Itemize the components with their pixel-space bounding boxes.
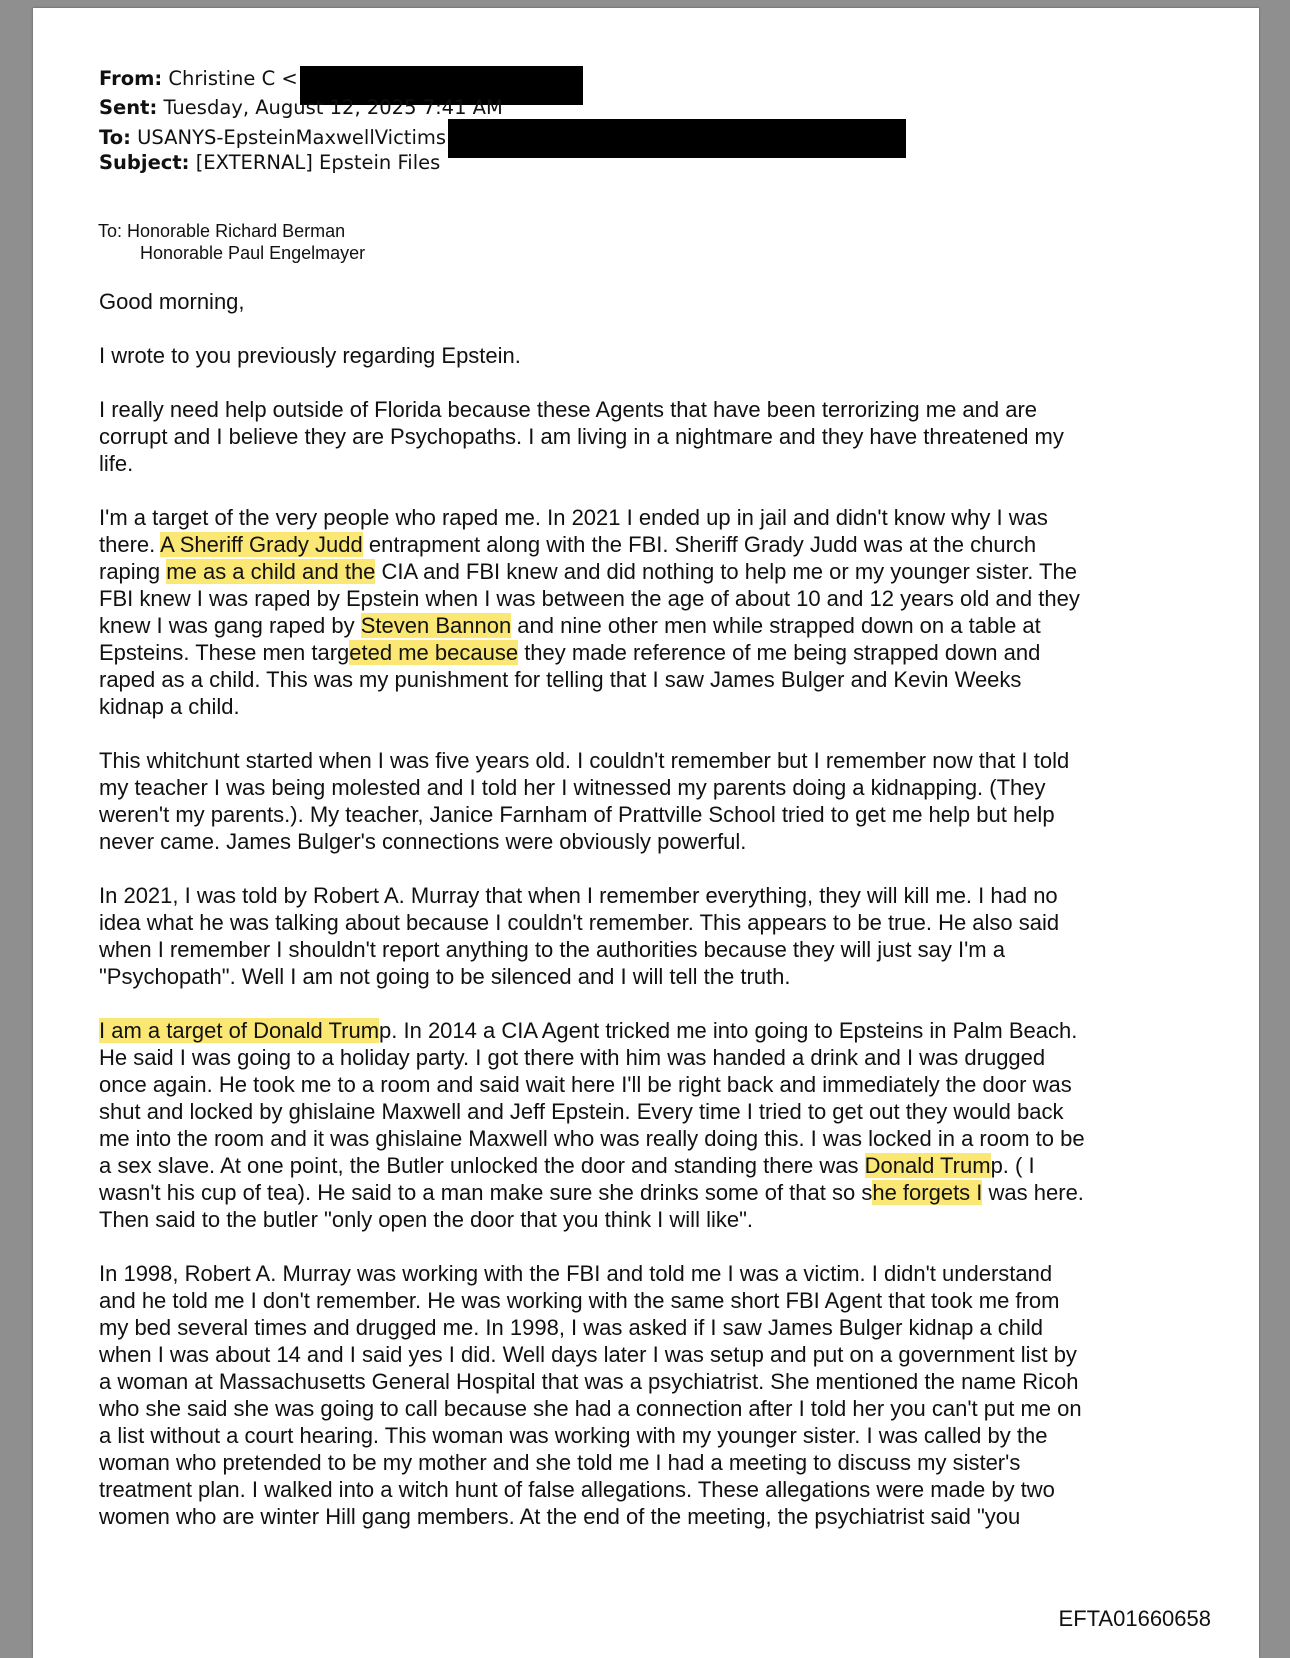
text-line (99, 612, 1229, 639)
text-line: raped as a child. This was my punishment for telling that I saw James Bulger and Kevin Weeks (99, 667, 1022, 692)
paragraph: I wrote to you previously regarding Epstein. (99, 343, 521, 368)
text-line: He said I was going to a holiday party. I got there with him was handed a drink and I was drugged (99, 1045, 1046, 1070)
sent-label: Sent: (99, 96, 158, 119)
subject-row (99, 148, 906, 178)
greeting: Good morning, (99, 289, 245, 314)
from-value: Christine C < (168, 67, 298, 90)
text-line: shut and locked by ghislaine Maxwell and Jeff Epstein. Every time I tried to get out they would back (99, 1099, 1064, 1124)
text-line: kidnap a child. (99, 694, 240, 719)
text-line: once again. He took me to a room and said wait here I'll be right back and immediately the door was (99, 1072, 1072, 1097)
text-line (99, 1017, 1229, 1044)
highlighted-text: Donald Trum (864, 1153, 991, 1178)
text-run: knew I was gang raped by (99, 613, 361, 638)
subject-label: Subject: (99, 151, 190, 174)
recipient-line: To: Honorable Richard Berman (98, 221, 346, 241)
text-line: a list without a court hearing. This woman was working with my younger sister. I was called by the (99, 1423, 1048, 1448)
recipients-block (98, 220, 365, 264)
letter-body (99, 288, 1229, 1557)
text-line (99, 531, 1229, 558)
text-run: entrapment along with the FBI. Sheriff Grady Judd was at the church (362, 532, 1037, 557)
text-line: idea what he was talking about because I couldn't remember. This appears to be true. He also said (99, 910, 1060, 935)
text-run: Epsteins. These men targ (99, 640, 350, 665)
text-line: I really need help outside of Florida because these Agents that have been terrorizing me and are (99, 397, 1038, 422)
text-line: a woman at Massachusetts General Hospital that was a psychiatrist. She mentioned the name Ricoh (99, 1369, 1079, 1394)
highlighted-text: eted me because (349, 640, 519, 665)
text-run: and nine other men while strapped down on a table at (511, 613, 1041, 638)
text-line: me into the room and it was ghislaine Maxwell who was really doing this. I was locked in a room to be (99, 1126, 1085, 1151)
text-line: Then said to the butler "only open the door that you think I will like". (99, 1207, 753, 1232)
text-run: they made reference of me being strapped down and (518, 640, 1041, 665)
text-run: there. (99, 532, 161, 557)
to-value: USANYS-EpsteinMaxwellVictims (137, 126, 447, 149)
text-line: my bed several times and drugged me. In 1998, I was asked if I saw James Bulger kidnap a child (99, 1315, 1044, 1340)
text-line: when I was about 14 and I said yes I did. Well days later I was setup and put on a government list by (99, 1342, 1077, 1367)
text-line: This whitchunt started when I was five years old. I couldn't remember but I remember now that I told (99, 748, 1070, 773)
text-line (99, 558, 1229, 585)
document-page (33, 8, 1259, 1658)
highlighted-text: I am a target of Donald Trum (99, 1018, 380, 1043)
highlighted-text: Steven Bannon (360, 613, 512, 638)
text-line: woman who pretended to be my mother and she told me I had a meeting to discuss my sister's (99, 1450, 1021, 1475)
text-line: In 2021, I was told by Robert A. Murray that when I remember everything, they will kill me. I had no (99, 883, 1058, 908)
text-line: "Psychopath". Well I am not going to be silenced and I will tell the truth. (99, 964, 791, 989)
highlighted-text: me as a child and the (166, 559, 376, 584)
text-run: p. In 2014 a CIA Agent tricked me into going to Epsteins in Palm Beach. (379, 1018, 1078, 1043)
subject-value: [EXTERNAL] Epstein Files (195, 151, 441, 174)
text-line (99, 1179, 1229, 1206)
sent-value: Tuesday, August 12, 2025 7:41 AM (163, 96, 503, 119)
text-run: a sex slave. At one point, the Butler unlocked the door and standing there was (99, 1153, 865, 1178)
text-line: corrupt and I believe they are Psychopaths. I am living in a nightmare and they have threatened my (99, 424, 1064, 449)
paragraph (99, 747, 1229, 855)
recipient-line: Honorable Paul Engelmayer (140, 243, 366, 263)
text-line: life. (99, 451, 134, 476)
text-line (99, 639, 1229, 666)
text-run: was here. (982, 1180, 1084, 1205)
text-run: wasn't his cup of tea). He said to a man make sure she drinks some of that so s (99, 1180, 873, 1205)
paragraph (99, 882, 1229, 990)
text-line: FBI knew I was raped by Epstein when I was between the age of about 10 and 12 years old and they (99, 586, 1080, 611)
text-line: women who are winter Hill gang members. At the end of the meeting, the psychiatrist said "you (99, 1504, 1021, 1529)
paragraph (99, 504, 1229, 720)
text-line: treatment plan. I walked into a witch hunt of false allegations. These allegations were made by two (99, 1477, 1055, 1502)
paragraph (99, 1260, 1229, 1530)
highlighted-text: A Sheriff Grady Judd (160, 532, 363, 557)
text-line: weren't my parents.). My teacher, Janice Farnham of Prattville School tried to get me help but help (99, 802, 1055, 827)
from-label: From: (99, 67, 163, 90)
text-line: my teacher I was being molested and I told her I witnessed my parents doing a kidnapping. (They (99, 775, 1046, 800)
text-line (99, 1152, 1229, 1179)
text-run: raping (99, 559, 167, 584)
text-line: and he told me I don't remember. He was working with the same short FBI Agent that took me from (99, 1288, 1060, 1313)
text-run: CIA and FBI knew and did nothing to help me or my younger sister. The (375, 559, 1077, 584)
text-run: p. ( I (990, 1153, 1035, 1178)
text-line: who she said she was going to call because she had a connection after I told her you can't put me on (99, 1396, 1082, 1421)
paragraph (99, 1017, 1229, 1233)
text-line: I'm a target of the very people who raped me. In 2021 I ended up in jail and didn't know why I was (99, 505, 1048, 530)
text-line: when I remember I shouldn't report anything to the authorities because they will just say I'm a (99, 937, 1005, 962)
email-header (99, 64, 906, 178)
document-id: EFTA01660658 (1058, 1606, 1211, 1631)
highlighted-text: he forgets I (872, 1180, 983, 1205)
text-line: never came. James Bulger's connections were obviously powerful. (99, 829, 747, 854)
paragraph (99, 396, 1229, 477)
text-line: In 1998, Robert A. Murray was working with the FBI and told me I was a victim. I didn't understand (99, 1261, 1053, 1286)
to-label: To: (99, 126, 131, 149)
